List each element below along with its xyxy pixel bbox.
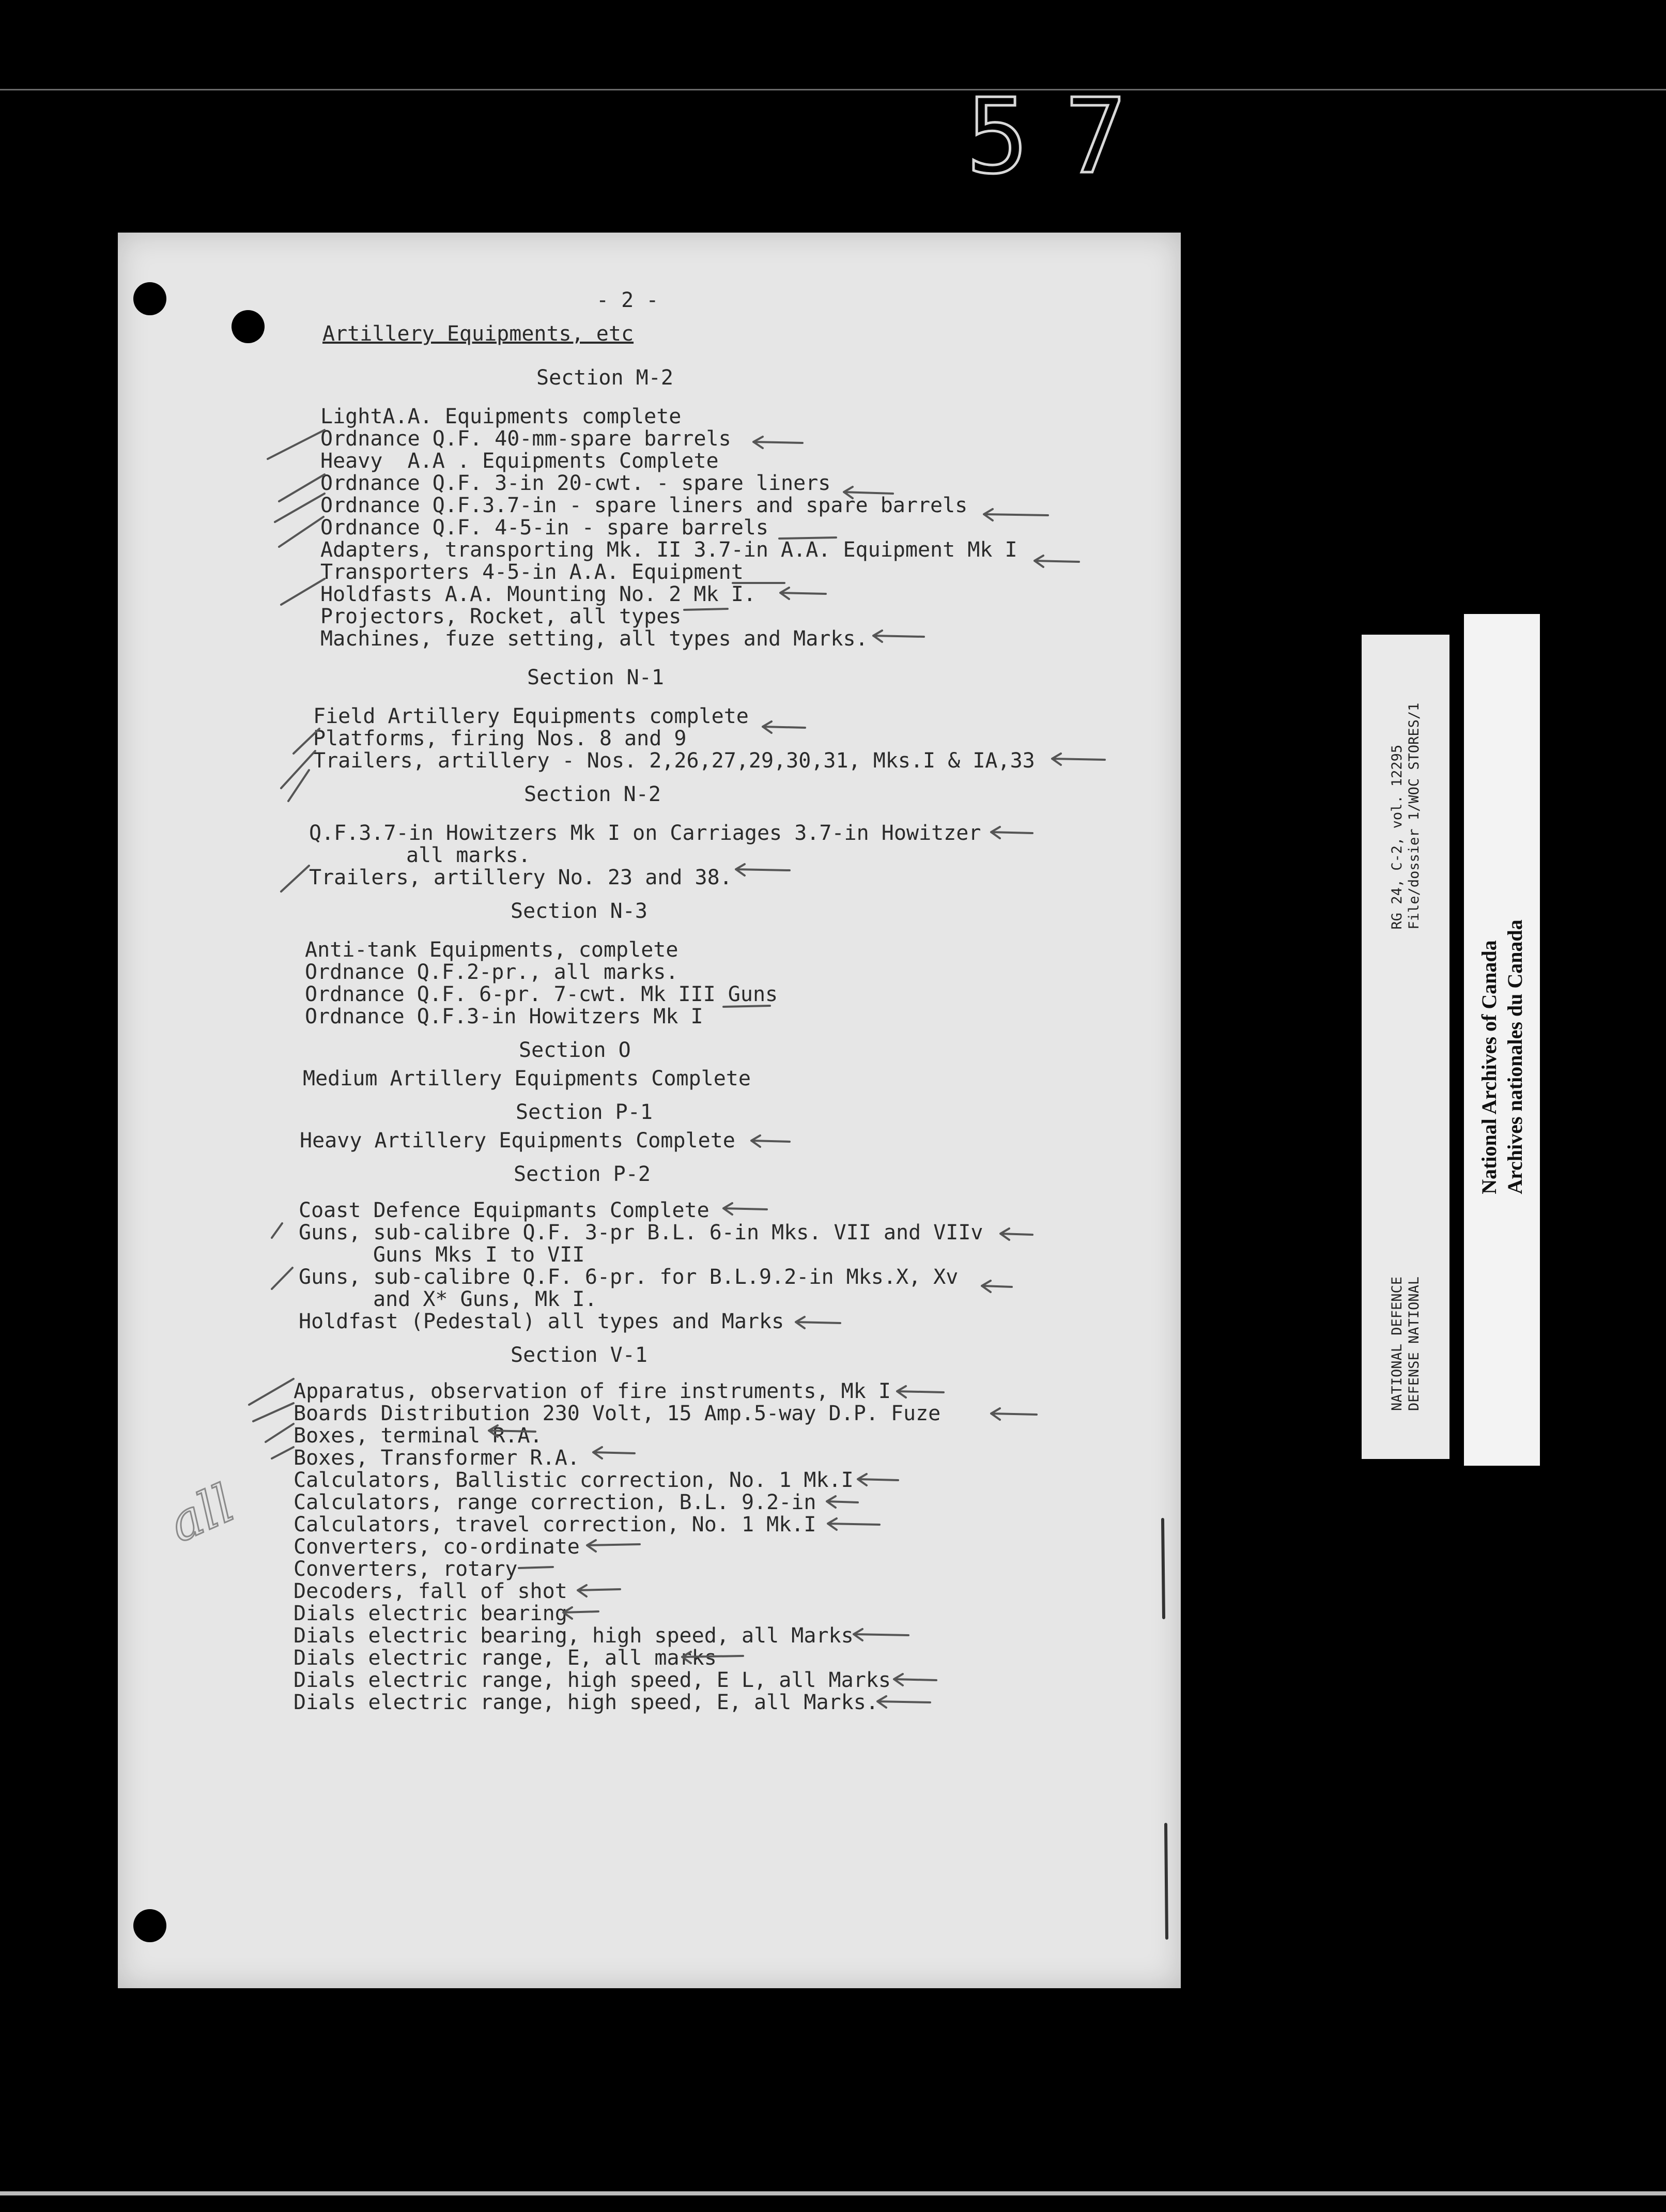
tick-mark-icon (272, 1268, 292, 1289)
list-item: Medium Artillery Equipments Complete (303, 1067, 751, 1090)
arrow-icon (763, 721, 805, 733)
edge-mark (1163, 1519, 1167, 1938)
list-item: Ordnance Q.F. 3-in 20-cwt. - spare liners (320, 471, 831, 495)
list-item: Converters, co-ordinate (294, 1535, 580, 1559)
arrow-icon (587, 1540, 640, 1552)
archive-reference: RG 24, C-2, vol. 12295 File/dossier 1/WOC STORES/1 (1389, 702, 1422, 930)
list-item: Dials electric range, E, all marks (294, 1646, 717, 1670)
list-item: Guns, sub-calibre Q.F. 3-pr B.L. 6-in Mks. VII and VIIv (299, 1221, 983, 1245)
list-item: Dials electric range, high speed, E L, all Marks (294, 1668, 891, 1692)
list-item: LightA.A. Equipments complete (320, 405, 682, 428)
arrow-icon (897, 1386, 944, 1397)
list-item: Calculators, range correction, B.L. 9.2-in (294, 1491, 816, 1514)
tick-mark-icon (279, 517, 323, 547)
list-item: Platforms, firing Nos. 8 and 9 (313, 727, 687, 750)
list-item: Boxes, Transformer R.A. (294, 1446, 580, 1470)
arrow-icon (991, 827, 1032, 838)
section-heading: Section N-2 (524, 782, 661, 806)
archive-reference-label (1362, 635, 1449, 1459)
list-item: Coast Defence Equipmants Complete (299, 1199, 709, 1222)
list-item: and X* Guns, Mk I. (373, 1287, 597, 1311)
list-item: Q.F.3.7-in Howitzers Mk I on Carriages 3.7-in Howitzer (309, 821, 981, 845)
tick-mark-icon (272, 1447, 294, 1458)
list-item: Heavy Artillery Equipments Complete (300, 1129, 735, 1153)
arrow-icon (779, 537, 836, 539)
tick-mark-icon (294, 729, 319, 754)
arrow-icon (723, 1006, 770, 1007)
arrow-icon (736, 864, 790, 875)
archive-institution-label (1464, 614, 1540, 1466)
film-top-rule (0, 89, 1666, 90)
arrow-icon (991, 1408, 1037, 1420)
handwritten-note: all (160, 1472, 243, 1555)
list-item: Dials electric bearing (294, 1602, 567, 1625)
list-item: Dials electric range, high speed, E, all Marks. (294, 1691, 878, 1714)
list-item: Ordnance Q.F.3.7-in - spare liners and spare barrels (320, 494, 968, 517)
tick-mark-icon (288, 770, 309, 801)
list-item: all marks. (406, 843, 531, 867)
list-item: Guns, sub-calibre Q.F. 6-pr. for B.L.9.2-in Mks.X, Xv (299, 1265, 959, 1289)
list-item: Projectors, Rocket, all types (320, 605, 682, 628)
list-item: Ordnance Q.F. 4-5-in - spare barrels (320, 516, 768, 540)
section-heading: Section P-2 (514, 1162, 651, 1186)
page-number: - 2 - (596, 288, 659, 312)
arrow-icon (1000, 1228, 1032, 1240)
section-heading: Section V-1 (511, 1343, 647, 1367)
institution-name: National Archives of Canada Archives nationales du Canada (1477, 919, 1526, 1194)
arrow-icon (854, 1629, 908, 1640)
arrow-icon (723, 1203, 767, 1215)
list-item: Machines, fuze setting, all types and Marks. (320, 627, 868, 651)
arrow-icon (984, 509, 1048, 520)
list-item: Dials electric bearing, high speed, all Marks (294, 1624, 854, 1648)
tick-mark-icon (272, 1223, 282, 1238)
list-item: Guns Mks I to VII (373, 1243, 585, 1267)
arrow-icon (1035, 556, 1079, 567)
list-item: Field Artillery Equipments complete (313, 704, 749, 728)
list-item: Ordnance Q.F. 6-pr. 7-cwt. Mk III Guns (305, 982, 778, 1006)
list-item: Ordnance Q.F.3-in Howitzers Mk I (305, 1005, 703, 1028)
department-name: NATIONAL DEFENCE DEFENSE NATIONAL (1389, 1276, 1422, 1411)
list-item: Transporters 4-5-in A.A. Equipment (320, 560, 744, 584)
arrow-icon (1052, 754, 1105, 765)
arrow-icon (753, 437, 803, 448)
tick-mark-icon (249, 1379, 294, 1405)
section-heading: Section P-1 (516, 1100, 653, 1124)
arrow-icon (780, 588, 826, 599)
arrow-icon (593, 1447, 635, 1458)
arrow-icon (563, 1607, 598, 1619)
list-item: Calculators, Ballistic correction, No. 1 Mk.I (294, 1468, 854, 1492)
list-item: Calculators, travel correction, No. 1 Mk.I (294, 1513, 816, 1537)
list-item: Trailers, artillery - Nos. 2,26,27,29,30,31, Mks.I & IA,33 (313, 749, 1035, 773)
arrow-icon (982, 1281, 1012, 1292)
section-heading: Section N-3 (511, 899, 647, 923)
tick-mark-icon (266, 1424, 294, 1442)
arrow-icon (877, 1696, 930, 1708)
list-item: Heavy A.A . Equipments Complete (320, 449, 719, 473)
arrow-icon (828, 1518, 880, 1530)
arrow-icon (519, 1567, 553, 1568)
arrow-icon (796, 1317, 840, 1328)
arrow-icon (858, 1474, 898, 1485)
tick-mark-icon (281, 866, 309, 892)
tick-mark-icon (281, 579, 325, 605)
arrow-icon (873, 631, 924, 642)
list-item: Anti-tank Equipments, complete (305, 938, 678, 962)
list-item: Converters, rotary (294, 1557, 518, 1581)
list-item: Trailers, artillery No. 23 and 38. (309, 866, 732, 889)
section-heading: Section N-1 (527, 666, 664, 689)
section-heading: Section M-2 (536, 366, 673, 390)
frame-number: 57 (966, 76, 1163, 197)
film-bottom-rule (0, 2191, 1666, 2195)
tick-mark-icon (268, 430, 325, 459)
list-item: Holdfast (Pedestal) all types and Marks (299, 1310, 784, 1333)
list-item: Ordnance Q.F.2-pr., all marks. (305, 960, 678, 984)
list-item: Apparatus, observation of fire instruments, Mk I (294, 1379, 891, 1403)
list-item: Holdfasts A.A. Mounting No. 2 Mk I. (320, 582, 756, 606)
arrow-icon (489, 1425, 535, 1437)
list-item: Adapters, transporting Mk. II 3.7-in A.A. Equipment Mk I (320, 538, 1017, 562)
arrow-icon (682, 1652, 743, 1663)
page-heading: Artillery Equipments, etc (322, 322, 634, 346)
tick-mark-icon (253, 1403, 294, 1421)
list-item: Boards Distribution 230 Volt, 15 Amp.5-way D.P. Fuze (294, 1402, 941, 1425)
tick-mark-icon (281, 751, 315, 788)
pen-markings (118, 233, 1181, 1988)
arrow-icon (578, 1585, 620, 1596)
section-heading: Section O (519, 1038, 631, 1062)
arrow-icon (684, 609, 728, 610)
list-item: Ordnance Q.F. 40-mm-spare barrels (320, 427, 731, 451)
document-page (118, 233, 1181, 1988)
list-item: Decoders, fall of shot (294, 1579, 567, 1603)
list-item: Boxes, terminal R.A. (294, 1424, 543, 1448)
arrow-icon (751, 1135, 790, 1147)
arrow-icon (844, 487, 893, 498)
tick-mark-icon (275, 494, 325, 522)
arrow-icon (827, 1496, 858, 1508)
arrow-icon (894, 1674, 936, 1685)
